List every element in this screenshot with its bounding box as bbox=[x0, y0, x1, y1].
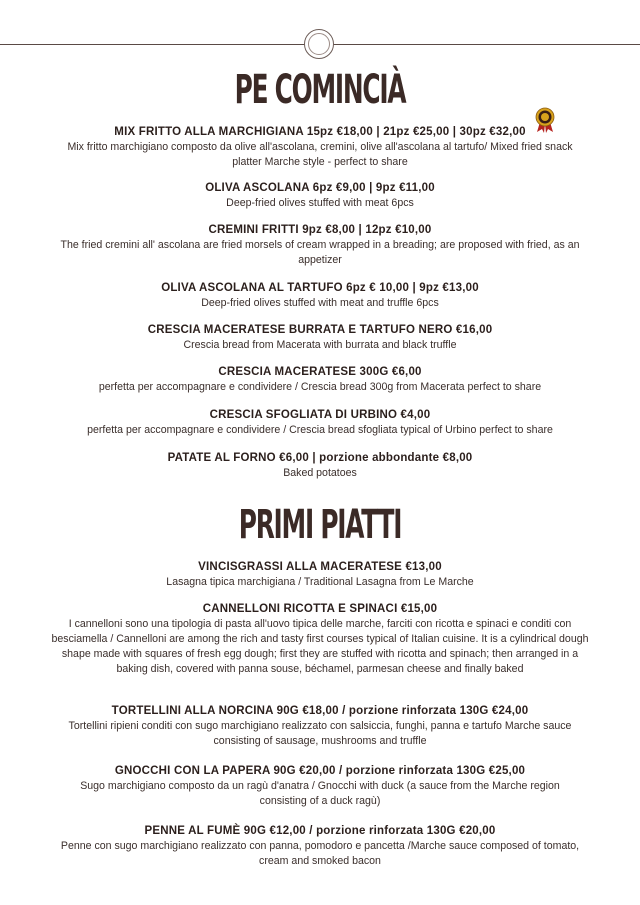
menu-item bbox=[60, 451, 580, 481]
item-description: Mix fritto marchigiano composto da olive all'ascolana, cremini, olive all'ascolana al tartufo/ Mixed fried snack platter Marche style - perfect to share bbox=[67, 141, 573, 168]
section-title-primi-piatti: PRIMI PIATTI bbox=[238, 502, 402, 548]
item-description: perfetta per accompagnare e condividere / Crescia bread 300g from Macerata perfect to share bbox=[98, 381, 542, 393]
item-name: CANNELLONI RICOTTA E SPINACI €15,00 bbox=[202, 603, 438, 615]
ornament-circle-icon bbox=[304, 29, 334, 59]
menu-item bbox=[60, 365, 580, 395]
item-description: Sugo marchigiano composto da un ragù d'anatra / Gnocchi with duck (a sauce from the Marche region consisting of a duck ragù) bbox=[80, 780, 560, 807]
item-description: Deep-fried olives stuffed with meat 6pcs bbox=[226, 197, 414, 209]
item-name: VINCISGRASSI ALLA MACERATESE €13,00 bbox=[198, 561, 442, 573]
item-description: The fried cremini all' ascolana are fried morsels of cream wrapped in a breading; are proposed with fried, as an appetizer bbox=[60, 239, 580, 266]
section-title-pe-comincia: PE COMINCIÀ bbox=[234, 67, 406, 113]
item-name: CRESCIA SFOGLIATA DI URBINO €4,00 bbox=[209, 409, 431, 421]
item-name: PENNE AL FUMÈ 90G €12,00 / porzione rinforzata 130G €20,00 bbox=[144, 825, 496, 837]
menu-item bbox=[60, 125, 580, 170]
item-name: MIX FRITTO ALLA MARCHIGIANA 15pz €18,00 | 21pz €25,00 | 30pz €32,00 bbox=[114, 126, 526, 138]
item-description: perfetta per accompagnare e condividere / Crescia bread sfogliata typical of Urbino perfect to share bbox=[87, 424, 553, 436]
menu-item bbox=[60, 408, 580, 438]
item-name: CRESCIA MACERATESE 300G €6,00 bbox=[218, 366, 422, 378]
item-description: Tortellini ripieni conditi con sugo marchigiano realizzato con salsiccia, funghi, panna e tartufo Marche sauce consisting of sausage, mushrooms and truffle bbox=[68, 720, 572, 747]
item-name: OLIVA ASCOLANA AL TARTUFO 6pz € 10,00 | 9pz €13,00 bbox=[161, 282, 479, 294]
menu-item bbox=[60, 824, 580, 869]
item-description: Baked potatoes bbox=[283, 467, 357, 479]
item-name: CRESCIA MACERATESE BURRATA E TARTUFO NERO €16,00 bbox=[147, 324, 493, 336]
menu-item bbox=[60, 223, 580, 268]
item-description: Penne con sugo marchigiano realizzato con panna, pomodoro e pancetta /Marche sauce composed of tomato, cream and smoked bacon bbox=[60, 840, 580, 867]
menu-item bbox=[50, 602, 590, 677]
item-description: Deep-fried olives stuffed with meat and truffle 6pcs bbox=[201, 297, 439, 309]
menu-item bbox=[60, 281, 580, 311]
item-name: PATATE AL FORNO €6,00 | porzione abbondante €8,00 bbox=[167, 452, 473, 464]
item-description: Crescia bread from Macerata with burrata and black truffle bbox=[183, 339, 457, 351]
item-name: OLIVA ASCOLANA 6pz €9,00 | 9pz €11,00 bbox=[205, 182, 435, 194]
menu-item bbox=[60, 323, 580, 353]
menu-item bbox=[60, 764, 580, 809]
menu-item bbox=[60, 560, 580, 590]
menu-item bbox=[60, 181, 580, 211]
item-name: GNOCCHI CON LA PAPERA 90G €20,00 / porzione rinforzata 130G €25,00 bbox=[114, 765, 526, 777]
item-description: I cannelloni sono una tipologia di pasta all'uovo tipica delle marche, farciti con ricotta e spinaci e conditi con besciamella / Cannelloni are among the rich and tasty first courses typical of Italian cuisine. It is a cylindrical dough shape made with squares of fresh egg dough; first they are stuffed with ricotta and spinach; then arranged in a baking dish, covered with panna souse, béchamel, parmesan cheese and finally baked bbox=[51, 618, 589, 675]
menu-item bbox=[60, 704, 580, 749]
item-description: Lasagna tipica marchigiana / Traditional Lasagna from Le Marche bbox=[166, 576, 474, 588]
item-name: TORTELLINI ALLA NORCINA 90G €18,00 / porzione rinforzata 130G €24,00 bbox=[111, 705, 529, 717]
item-name: CREMINI FRITTI 9pz €8,00 | 12pz €10,00 bbox=[208, 224, 432, 236]
